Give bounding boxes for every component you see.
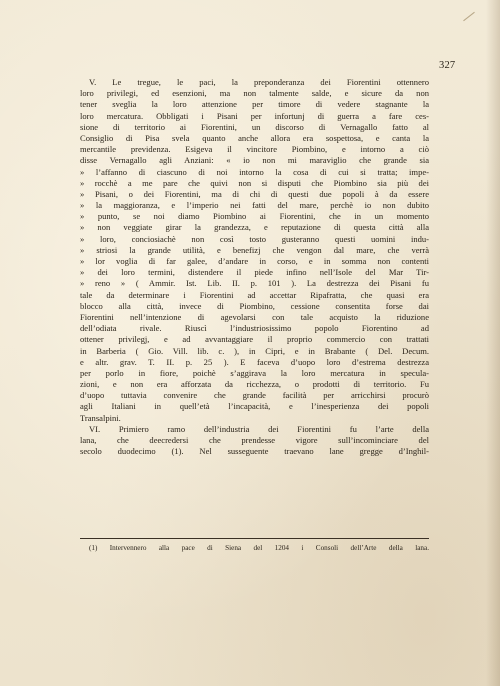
text-line: agli Italiani in quell’età l’incapacità, e l’inesperienza dei popoli: [80, 401, 429, 412]
text-line: » reno » ( Ammir. Ist. Lib. II. p. 101 ). La destrezza dei Pisani fu: [80, 278, 429, 289]
text-line: » Pisani, o dei Fiorentini, ma di chi di questi due popoli à da essere: [80, 188, 429, 199]
text-line: secolo duodecimo (1). Nel susseguente traevano lane gregge d’Inghil-: [80, 446, 429, 457]
footnote: (1) Intervennero alla pace di Siena del 1204 i Consoli dell’Arte della lana.: [89, 544, 429, 552]
text-line: blocco alla città, invece di Piombino, cessione consentita forse dai: [80, 300, 429, 311]
text-line: » punto, se noi diamo Piombino ai Fiorentini, che in un momento: [80, 211, 429, 222]
text-line: per porlo in fiore, poichè s’aggirava la loro mercatura in specula-: [80, 367, 429, 378]
text-line: loro mercatura. Obbligati i Pisani per infortunj di guerra a fare ces-: [80, 110, 429, 121]
text-line: » la maggioranza, e l’imperio nei fatti del mare, perchè io non dubito: [80, 200, 429, 211]
text-line: lana, che deecredersi che prendesse vigore sull’incominciare del: [80, 435, 429, 445]
text-line: Fiorentini nell’intenzione di agevolarsi con tale acquisto la riduzione: [80, 311, 429, 322]
text-line: zioni, e non era afforzata da ricchezza, o prodotti di territorio. Fu: [80, 379, 429, 390]
text-line: tener sveglia la loro attenzione per timore di vedere stagnante la: [80, 99, 429, 110]
text-line: » non veggiate girar la grandezza, e reputazione di questa città alla: [80, 222, 429, 233]
text-line: in Barberia ( Gio. Vill. lib. c. ), in Cipri, e in Brabante ( Del. Decum.: [80, 345, 429, 356]
body-text: [80, 77, 429, 457]
footnote-rule: [80, 538, 429, 539]
text-line: tale da determinare i Fiorentini ad accettar Ripafratta, che quasi era: [80, 289, 429, 300]
corner-pencil-mark: [463, 12, 475, 21]
text-line: e altr. grav. T. II. p. 25 ). E faceva d’uopo loro d’estrema destrezza: [80, 356, 429, 367]
text-line: » l’affanno di ciascuno di noi intorno la cosa di cui si tratta; impe-: [80, 166, 429, 177]
text-line: » lor voglia di far galee, d’andare in corso, e in somma non contenti: [80, 256, 429, 266]
text-line: dell’odiata rivale. Riuscì l’industriosissimo popolo Fiorentino ad: [80, 323, 429, 334]
text-line: ottener privilegj, e ad avvantaggiare il proprio commercio con trattati: [80, 334, 429, 345]
text-line: » loro, conciosiachè non così tosto gusteranno questi uomini indu-: [80, 233, 429, 244]
text-line: sione di territorio ai Fiorentini, un discorso di Vernagallo fatto al: [80, 121, 429, 132]
page-edge-shadow: [486, 0, 500, 686]
text-line: mercantile previdenza. Esigeva il vincitore Piombino, e intorno a ciò: [80, 144, 429, 155]
text-line: d’uopo tuttavia convenire che grande facilità per arricchirsi procurò: [80, 390, 429, 401]
text-line: V. Le tregue, le paci, la preponderanza dei Fiorentini ottennero: [89, 77, 429, 87]
text-line: Consiglio di Pisa svela quanto anche allora era sospettosa, e canta la: [80, 132, 429, 143]
text-line: Transalpini.: [80, 412, 121, 423]
text-line: loro privilegi, ed esenzioni, ma non talmente salde, e sicure da non: [80, 88, 429, 99]
text-line: » dei loro termini, distendere il piede infino nell’Isole del Mar Tir-: [80, 267, 429, 278]
text-line: » striosi la grande utilità, e benefizj che vengon dal mare, che verrà: [80, 244, 429, 255]
text-line: » rocchè a me pare che quivi non si disputi che Piombino sia più dei: [80, 177, 429, 188]
text-line: VI. Primiero ramo dell’industria dei Fiorentini fu l’arte della: [89, 423, 429, 434]
page-number: 327: [439, 60, 456, 71]
text-line: disse Vernagallo agli Anziani: « io non mi maraviglio che grande sia: [80, 155, 429, 166]
